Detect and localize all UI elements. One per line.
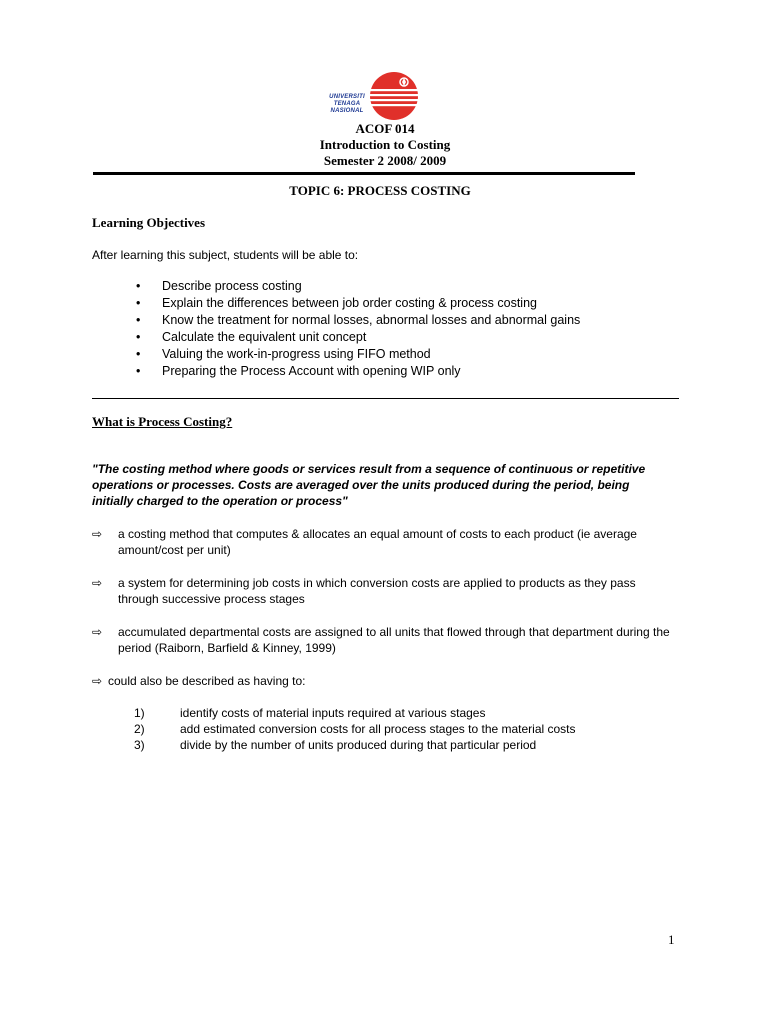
step-number: 2) <box>134 722 145 736</box>
objective-text: Know the treatment for normal losses, abnormal losses and abnormal gains <box>162 313 581 327</box>
logo-emblem-icon <box>368 70 420 122</box>
arrow-right-icon: ⇨ <box>92 527 103 541</box>
process-costing-heading: What is Process Costing? <box>92 414 233 429</box>
definition-point <box>92 575 682 609</box>
objective-item <box>136 295 682 312</box>
page-number: 1 <box>668 932 675 947</box>
objective-item <box>136 278 682 295</box>
step-text: add estimated conversion costs for all process stages to the material costs <box>180 722 576 736</box>
arrow-right-icon: ⇨ <box>92 625 103 639</box>
logo-text-line: NASIONAL <box>330 108 364 114</box>
university-logo <box>316 70 420 122</box>
also-described-line <box>92 673 682 689</box>
step-item <box>134 721 654 737</box>
step-item <box>134 705 654 721</box>
step-item <box>134 737 654 753</box>
learning-objectives-heading: Learning Objectives <box>92 215 206 230</box>
also-described-text: could also be described as having to: <box>108 674 306 688</box>
definition-quote: "The costing method where goods or services result from a sequence of continuous or repetitive operations or processes. Costs are averaged over the units produced during the period, being initially charged to the operation or process" <box>92 462 646 508</box>
step-number: 3) <box>134 738 145 752</box>
learning-objectives-intro: After learning this subject, students will be able to: <box>92 248 359 262</box>
objective-item <box>136 329 682 346</box>
step-text: identify costs of material inputs required at various stages <box>180 706 486 720</box>
steps-list <box>134 705 654 753</box>
bullet-icon: • <box>136 330 141 344</box>
objective-text: Explain the differences between job order costing & process costing <box>162 296 537 310</box>
step-text: divide by the number of units produced during that particular period <box>180 738 537 752</box>
logo-text-line: TENAGA <box>333 101 361 107</box>
step-number: 1) <box>134 706 145 720</box>
definition-point-text: accumulated departmental costs are assigned to all units that flowed through that department during the period (Raiborn, Barfield & Kinney, 1999) <box>118 625 670 655</box>
bullet-icon: • <box>136 347 141 361</box>
objective-text: Describe process costing <box>162 279 302 293</box>
bullet-icon: • <box>136 313 141 327</box>
arrow-right-icon: ⇨ <box>92 576 103 590</box>
semester: Semester 2 2008/ 2009 <box>323 153 447 168</box>
objective-text: Preparing the Process Account with opening WIP only <box>162 364 461 378</box>
objectives-list <box>136 278 682 380</box>
objective-item <box>136 312 682 329</box>
definition-point <box>92 624 682 658</box>
course-name: Introduction to Costing <box>319 137 451 152</box>
objective-item <box>136 346 682 363</box>
course-code: ACOF 014 <box>355 121 415 136</box>
definition-point-text: a costing method that computes & allocates an equal amount of costs to each product (ie average amount/cost per unit) <box>118 527 637 557</box>
topic-title: TOPIC 6: PROCESS COSTING <box>289 183 471 198</box>
arrow-right-icon: ⇨ <box>92 674 103 688</box>
objective-text: Valuing the work-in-progress using FIFO method <box>162 347 431 361</box>
header-divider <box>93 172 635 175</box>
bullet-icon: • <box>136 364 141 378</box>
objective-item <box>136 363 682 380</box>
bullet-icon: • <box>136 279 141 293</box>
objective-text: Calculate the equivalent unit concept <box>162 330 367 344</box>
bullet-icon: • <box>136 296 141 310</box>
definition-point-text: a system for determining job costs in which conversion costs are applied to products as they pass through successive process stages <box>118 576 636 606</box>
logo-text-line: UNIVERSITI <box>329 94 365 100</box>
definition-point <box>92 526 682 560</box>
section-divider <box>92 398 679 399</box>
